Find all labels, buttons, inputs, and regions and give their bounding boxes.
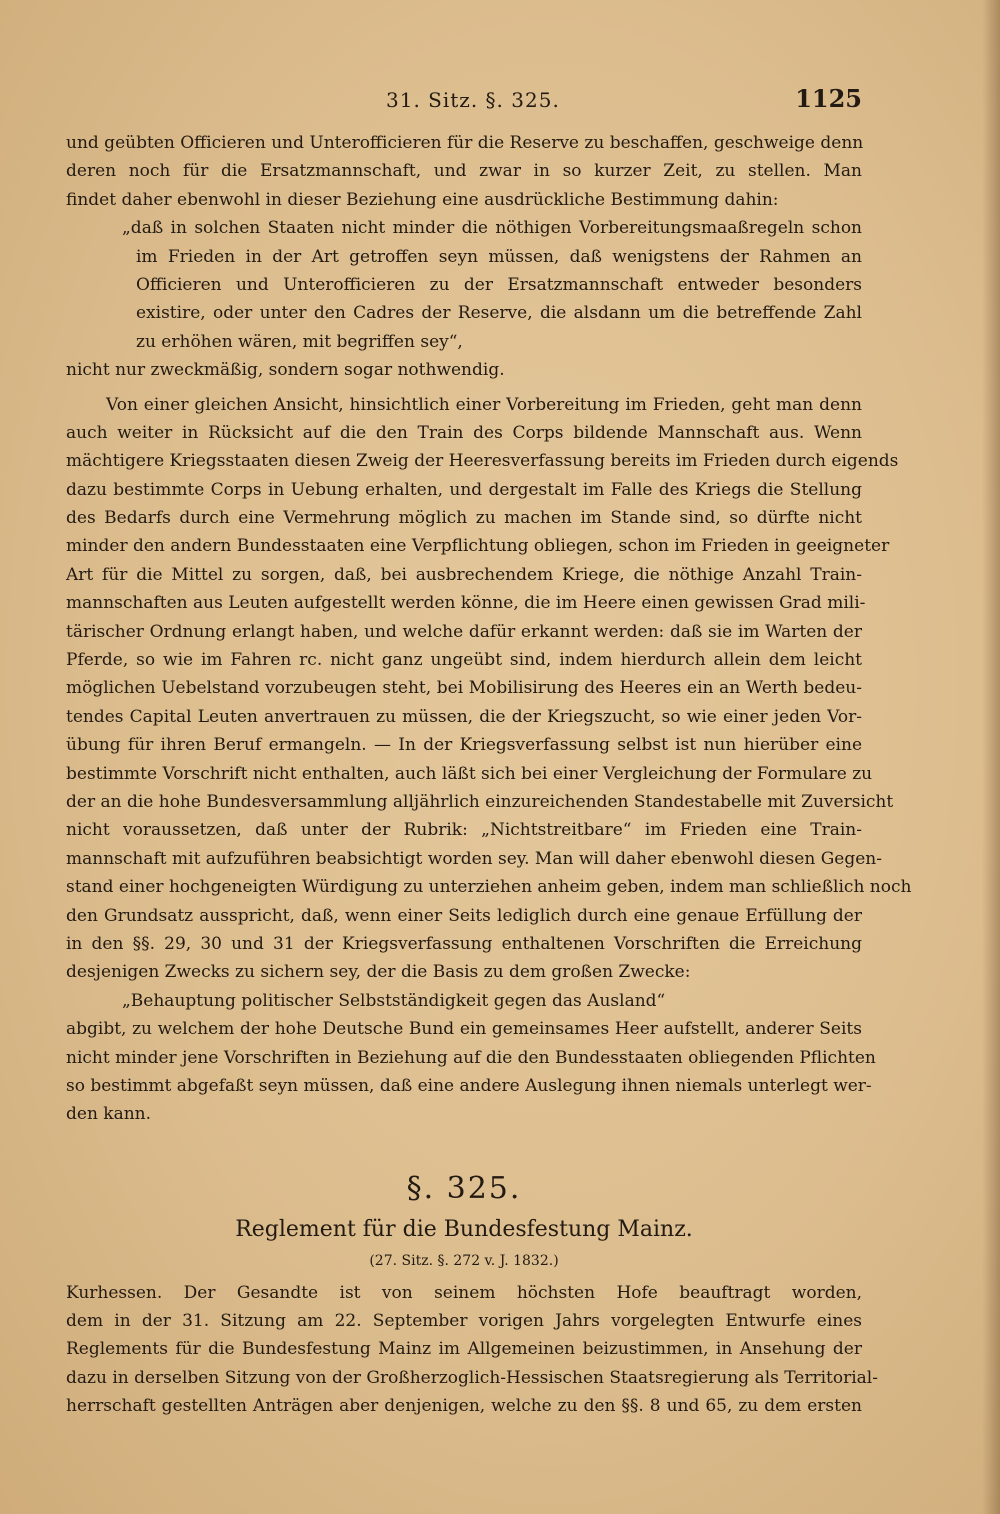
quote-line: „daß in solchen Staaten nicht minder die nöthigen Vorbereitungsmaaßregeln schon (122, 218, 862, 239)
text-line: Kurhessen. Der Gesandte ist von seinem höchsten Hofe beauftragt worden, (66, 1282, 862, 1303)
text-line: nicht voraussetzen, daß unter der Rubrik: „Nichtstreitbare“ im Frieden eine Train- (66, 820, 862, 841)
text-line: in den §§. 29, 30 und 31 der Kriegsverfassung enthaltenen Vorschriften die Erreichung (66, 933, 862, 954)
page-number: 1125 (795, 84, 862, 113)
section-reference: (27. Sitz. §. 272 v. J. 1832.) (369, 1252, 559, 1269)
text-line: dazu in derselben Sitzung von der Großherzoglich-Hessischen Staatsregierung als Territorial- (66, 1367, 878, 1388)
quote-line: zu erhöhen wären, mit begriffen sey“, (136, 331, 463, 352)
text-line: des Bedarfs durch eine Vermehrung möglich zu machen im Stande sind, so dürfte nicht (66, 508, 862, 529)
text-line: Art für die Mittel zu sorgen, daß, bei ausbrechendem Kriege, die nöthige Anzahl Train- (66, 564, 862, 585)
text-line: den Grundsatz ausspricht, daß, wenn einer Seits lediglich durch eine genaue Erfüllung der (66, 905, 862, 926)
text-line: übung für ihren Beruf ermangeln. — In der Kriegsverfassung selbst ist nun hierüber eine (66, 735, 862, 756)
text-line: stand einer hochgeneigten Würdigung zu unterziehen anheim geben, indem man schließlich noch (66, 877, 912, 898)
text-line: dem in der 31. Sitzung am 22. September vorigen Jahrs vorgelegten Entwurfe eines (66, 1311, 862, 1332)
text-line: so bestimmt abgefaßt seyn müssen, daß eine andere Auslegung ihnen niemals unterlegt wer- (66, 1075, 872, 1096)
section-number: §. 325. (406, 1170, 522, 1206)
page-header (66, 84, 862, 124)
text-line: und geübten Officieren und Unterofficieren für die Reserve zu beschaffen, geschweige denn (66, 133, 864, 153)
text-line: mannschaft mit aufzuführen beabsichtigt worden sey. Man will daher ebenwohl diesen Gegen- (66, 848, 882, 869)
quote-line: „Behauptung politischer Selbstständigkeit gegen das Ausland“ (122, 990, 666, 1011)
text-line: Reglements für die Bundesfestung Mainz im Allgemeinen beizustimmen, in Ansehung der (66, 1339, 862, 1360)
text-line: bestimmte Vorschrift nicht enthalten, auch läßt sich bei einer Vergleichung der Formulare zu (66, 763, 873, 784)
quote-line: Officieren und Unterofficieren zu der Ersatzmannschaft entweder besonders (136, 274, 862, 295)
page-body (66, 129, 912, 1421)
text-line: der an die hohe Bundesversammlung alljährlich einzureichenden Standestabelle mit Zuversicht (66, 791, 894, 812)
quote-line: im Frieden in der Art getroffen seyn müssen, daß wenigstens der Rahmen an (136, 246, 862, 267)
text-line: tendes Capital Leuten anvertrauen zu müssen, die der Kriegszucht, so wie einer jeden Vor- (66, 706, 862, 727)
text-line: nicht nur zweckmäßig, sondern sogar nothwendig. (66, 360, 505, 381)
text-line: mannschaften aus Leuten aufgestellt werden könne, die im Heere einen gewissen Grad mili- (66, 593, 866, 614)
text-line: abgibt, zu welchem der hohe Deutsche Bund ein gemeinsames Heer aufstellt, anderer Seits (66, 1019, 862, 1040)
text-line: tärischer Ordnung erlangt haben, und welche dafür erkannt werden: daß sie im Warten der (66, 621, 862, 642)
text-line: minder den andern Bundesstaaten eine Verpflichtung obliegen, schon im Frieden in geeigneter (66, 536, 890, 557)
text-line: dazu bestimmte Corps in Uebung erhalten, und dergestalt im Falle des Kriegs die Stellung (66, 479, 862, 500)
text-line: findet daher ebenwohl in dieser Beziehung eine ausdrückliche Bestimmung dahin: (66, 189, 779, 210)
section-gap (66, 1129, 862, 1169)
text-line: mächtigere Kriegsstaaten diesen Zweig der Heeresverfassung bereits im Frieden durch eigends (66, 451, 899, 472)
text-line: Pferde, so wie im Fahren rc. nicht ganz ungeübt sind, indem hierdurch allein dem leicht (66, 650, 862, 671)
text-line: deren noch für die Ersatzmannschaft, und zwar in so kurzer Zeit, zu stellen. Man (66, 161, 862, 182)
text-line: desjenigen Zwecks zu sichern sey, der die Basis zu dem großen Zwecke: (66, 962, 691, 983)
section-title: Reglement für die Bundesfestung Mainz. (235, 1216, 693, 1242)
text-line: auch weiter in Rücksicht auf die den Train des Corps bildende Mannschaft aus. Wenn (66, 422, 862, 443)
text-line: nicht minder jene Vorschriften in Beziehung auf die den Bundesstaaten obliegenden Pflichten (66, 1047, 876, 1068)
text-line: den kann. (66, 1104, 152, 1125)
text-line: möglichen Uebelstand vorzubeugen steht, bei Mobilisirung des Heeres ein an Werth bedeu- (66, 678, 862, 699)
text-line: Von einer gleichen Ansicht, hinsichtlich einer Vorbereitung im Frieden, geht man denn (106, 394, 862, 415)
text-line: herrschaft gestellten Anträgen aber denjenigen, welche zu den §§. 8 und 65, zu dem ersten (66, 1396, 862, 1417)
quote-line: existire, oder unter den Cadres der Reserve, die alsdann um die betreffende Zahl (136, 303, 862, 324)
running-head: 31. Sitz. §. 325. (386, 88, 560, 112)
page-edge-shadow (982, 0, 1000, 1514)
